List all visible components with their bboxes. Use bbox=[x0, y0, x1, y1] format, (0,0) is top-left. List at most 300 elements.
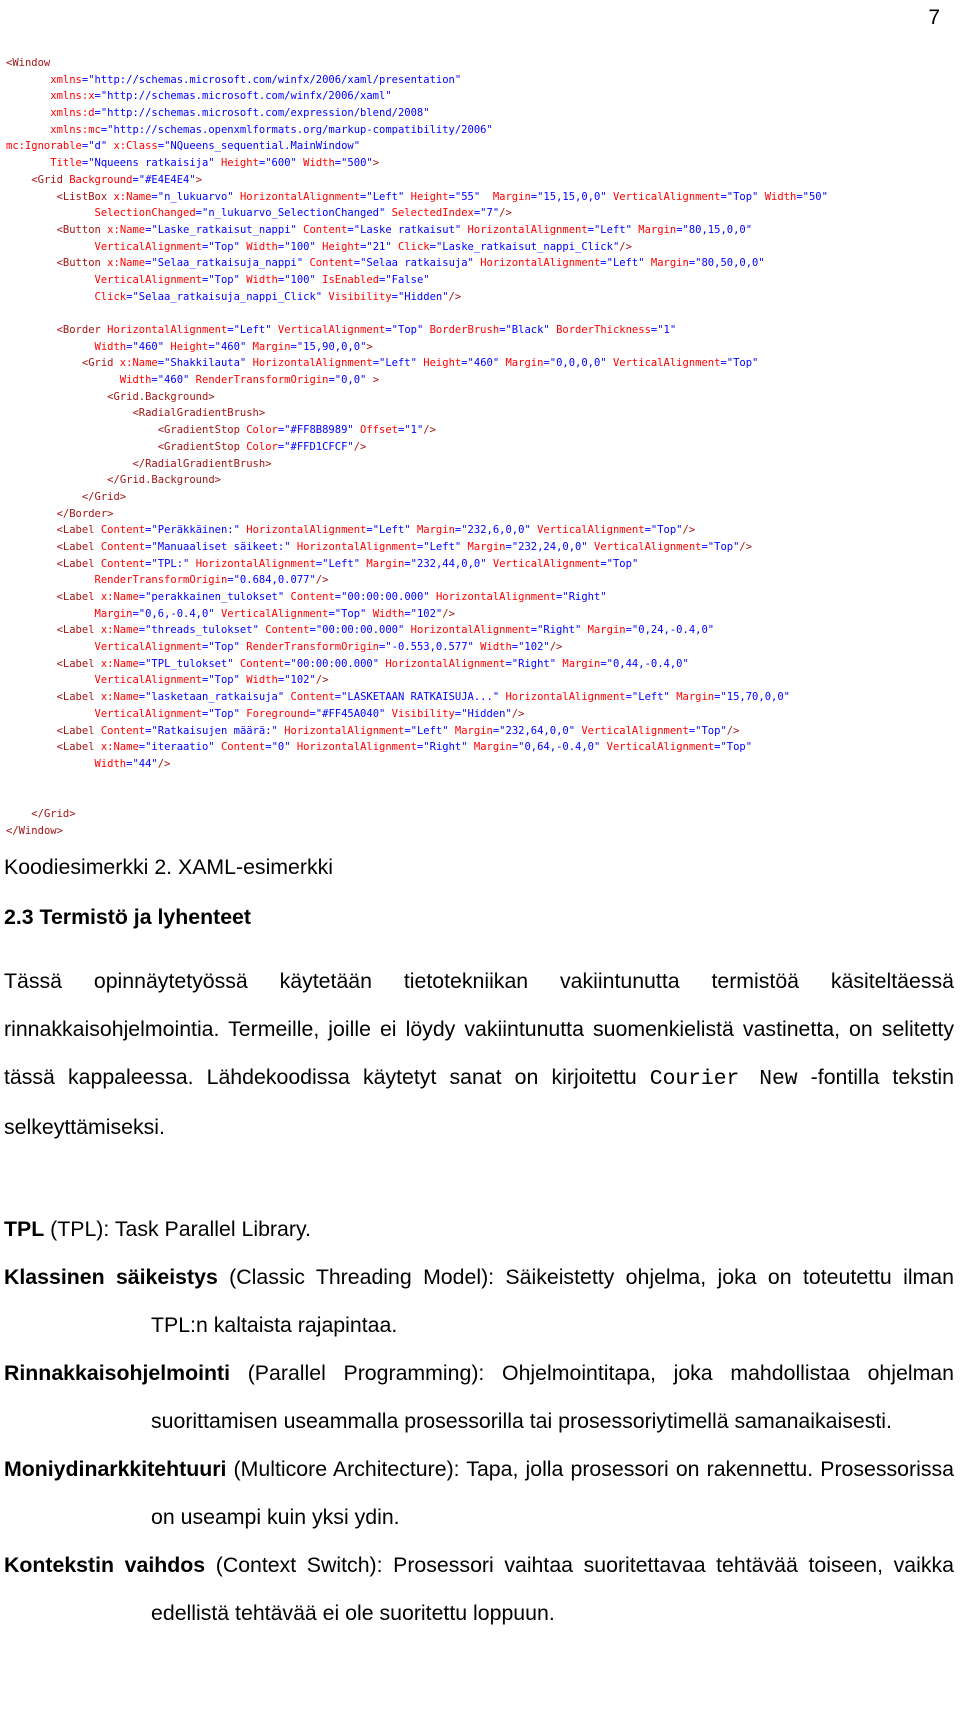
code-token: "#FF45A040" bbox=[315, 707, 392, 720]
code-token: "50" bbox=[802, 190, 828, 203]
code-token bbox=[6, 157, 50, 169]
code-token: VerticalAlignment bbox=[612, 190, 721, 203]
code-token: "Top" bbox=[208, 240, 247, 253]
code-token: "80,50,0,0" bbox=[695, 257, 765, 270]
code-token bbox=[6, 725, 57, 737]
code-token: = bbox=[714, 741, 721, 754]
term-item bbox=[4, 1541, 954, 1637]
code-line bbox=[6, 522, 951, 539]
code-token: = bbox=[404, 724, 411, 737]
code-token: = bbox=[448, 190, 455, 203]
code-token: Click bbox=[398, 240, 430, 253]
code-token: = bbox=[157, 357, 165, 370]
code-token: Margin bbox=[676, 691, 715, 704]
code-token: HorizontalAlignment bbox=[252, 357, 373, 370]
code-token: Height bbox=[423, 357, 462, 370]
code-token: = bbox=[81, 157, 89, 170]
code-token: = bbox=[461, 357, 468, 370]
term-item bbox=[4, 1445, 954, 1541]
code-token: /> bbox=[315, 574, 329, 587]
code-token bbox=[6, 257, 57, 269]
code-token: "Selaa ratkaisuja" bbox=[360, 257, 481, 270]
code-token bbox=[6, 241, 95, 253]
code-token: Width bbox=[94, 757, 127, 770]
code-token: Margin bbox=[587, 624, 626, 637]
code-token: "Top" bbox=[606, 557, 639, 570]
code-token: = bbox=[473, 207, 481, 220]
code-token: HorizontalAlignment bbox=[467, 223, 588, 236]
code-token bbox=[6, 541, 57, 553]
code-token: SelectionChanged bbox=[94, 207, 196, 220]
code-line bbox=[6, 472, 951, 489]
code-token: "Laske_ratkaisut_nappi_Click" bbox=[435, 240, 620, 253]
code-token: "Top" bbox=[208, 674, 247, 687]
code-token: Color bbox=[246, 424, 278, 437]
term-definition: (Multicore Architecture): Tapa, jolla prosessori on rakennettu. Prosessorissa on useampi kuin yksi ydin. bbox=[151, 1457, 954, 1529]
code-token: x:Name bbox=[100, 624, 139, 637]
code-token: "Top" bbox=[707, 540, 740, 553]
code-line bbox=[6, 756, 951, 773]
code-line bbox=[6, 389, 951, 406]
code-token: Width bbox=[246, 674, 278, 687]
code-token: "-0.553,0.577" bbox=[385, 641, 481, 654]
code-token: VerticalAlignment bbox=[492, 557, 601, 570]
code-token: VerticalAlignment bbox=[594, 540, 702, 553]
code-token: x:Name bbox=[107, 223, 146, 236]
code-token: Margin bbox=[473, 741, 512, 754]
code-token bbox=[6, 474, 107, 486]
code-line bbox=[6, 672, 951, 689]
code-token: < bbox=[56, 741, 63, 754]
code-token: > bbox=[208, 390, 215, 403]
code-token: = bbox=[366, 524, 373, 537]
code-token: "Left" bbox=[631, 691, 677, 704]
code-token: x:Name bbox=[107, 257, 146, 270]
code-token: = bbox=[132, 173, 139, 186]
code-token: HorizontalAlignment bbox=[435, 591, 557, 603]
code-token: Width bbox=[303, 157, 335, 170]
code-token: = bbox=[416, 741, 424, 754]
code-token bbox=[6, 174, 31, 186]
section-heading: 2.3 Termistö ja lyhenteet bbox=[4, 905, 251, 929]
term-item bbox=[4, 1205, 954, 1253]
code-token: Label bbox=[62, 741, 101, 754]
code-token: Content bbox=[265, 624, 310, 637]
code-token: Button bbox=[62, 223, 108, 236]
code-token: /> bbox=[739, 540, 753, 553]
code-token: "0,24,-0.4,0" bbox=[631, 624, 715, 637]
code-token: < bbox=[56, 724, 63, 737]
code-line bbox=[6, 806, 951, 823]
code-token: = bbox=[587, 223, 594, 236]
code-token bbox=[6, 641, 95, 653]
code-token: "102" bbox=[284, 674, 316, 687]
code-token: Button bbox=[62, 257, 108, 270]
code-token: "Peräkkäinen:" bbox=[151, 524, 247, 537]
code-token: "Left" bbox=[606, 257, 651, 270]
code-token: Margin bbox=[252, 340, 291, 353]
code-token bbox=[6, 207, 95, 219]
intro-text-start: Tässä opinnäytetyössä käytetään tietotekniikan vakiintunutta termistöä käsiteltäessä rinnakkaisohjelmointia. Termeille, joille ei löydy vakiintunutta suomenkielistä vastinetta, on selitetty tässä kappaleessa. Lähdekoodissa käytetyt sanat on kirjoitettu bbox=[4, 969, 954, 1089]
code-token: = bbox=[201, 641, 209, 654]
code-token: "lasketaan_ratkaisuja" bbox=[145, 691, 291, 704]
code-token: Content bbox=[290, 691, 335, 704]
code-line bbox=[6, 539, 951, 556]
code-token: "False" bbox=[385, 273, 430, 286]
term-name: Rinnakkaisohjelmointi bbox=[4, 1361, 231, 1385]
code-token: > bbox=[195, 173, 203, 186]
code-token: = bbox=[265, 741, 272, 754]
code-token: Color bbox=[246, 440, 278, 453]
code-token: > bbox=[372, 157, 380, 170]
code-token: Width bbox=[246, 273, 278, 286]
code-token: = bbox=[208, 340, 215, 353]
code-token: "1" bbox=[657, 324, 677, 336]
code-token: = bbox=[145, 223, 152, 236]
code-line bbox=[6, 706, 951, 723]
code-token: GradientStop bbox=[164, 440, 247, 453]
code-token: = bbox=[511, 641, 519, 654]
code-line bbox=[6, 556, 951, 573]
code-token: x:Name bbox=[100, 657, 139, 670]
code-token: = bbox=[505, 657, 512, 670]
code-token: = bbox=[347, 223, 354, 236]
code-token: = bbox=[701, 540, 708, 553]
code-token: "Left" bbox=[322, 557, 367, 570]
code-token: "Top" bbox=[208, 273, 247, 286]
code-token: = bbox=[360, 240, 367, 253]
code-token: = bbox=[454, 707, 462, 720]
code-token: < bbox=[56, 540, 63, 553]
term-item bbox=[4, 1253, 954, 1349]
code-token: = bbox=[81, 73, 89, 86]
code-token: = bbox=[277, 674, 285, 687]
code-token: "n_lukuarvo_SelectionChanged" bbox=[202, 207, 392, 220]
code-token: = bbox=[334, 157, 342, 170]
code-token: "d" bbox=[88, 140, 114, 153]
code-token bbox=[6, 107, 50, 119]
code-token: "Right" bbox=[511, 657, 563, 670]
code-token: Width bbox=[119, 374, 152, 387]
code-token: x:Name bbox=[119, 357, 158, 370]
code-token: Border bbox=[62, 324, 108, 336]
code-token: = bbox=[714, 691, 721, 704]
code-token: "Right" bbox=[423, 741, 474, 754]
code-token: Margin bbox=[366, 557, 405, 570]
code-token: HorizontalAlignment bbox=[480, 257, 601, 270]
code-token: Width bbox=[94, 340, 127, 353]
code-token: "500" bbox=[341, 157, 373, 170]
code-token: = bbox=[138, 691, 146, 704]
code-token: = bbox=[258, 157, 266, 170]
intro-mono-text: Courier New bbox=[649, 1067, 798, 1091]
code-token bbox=[6, 191, 57, 203]
code-token: = bbox=[126, 757, 133, 770]
code-token: "460" bbox=[214, 340, 253, 353]
code-token: = bbox=[328, 374, 335, 387]
code-token: Margin bbox=[467, 540, 506, 553]
code-token bbox=[6, 708, 95, 720]
code-token: = bbox=[328, 607, 335, 620]
code-token: "0,0,0,0" bbox=[549, 357, 613, 370]
code-token: "Ratkaisujen määrä:" bbox=[151, 724, 285, 737]
code-token: = bbox=[600, 257, 607, 270]
code-token: "232,64,0,0" bbox=[499, 724, 582, 737]
code-token bbox=[6, 508, 57, 520]
code-token: Window bbox=[18, 824, 57, 837]
code-token: "460" bbox=[467, 357, 506, 370]
code-line bbox=[6, 606, 951, 623]
code-token: = bbox=[600, 657, 607, 670]
code-line bbox=[6, 122, 951, 139]
code-token bbox=[6, 491, 82, 503]
code-token: "http://schemas.microsoft.com/expression/blend/2008" bbox=[100, 107, 430, 120]
code-token: /> bbox=[353, 440, 367, 453]
code-token: Grid bbox=[37, 173, 70, 186]
code-token: "Top" bbox=[208, 641, 247, 654]
code-line bbox=[6, 622, 951, 639]
code-token bbox=[6, 224, 57, 236]
code-token: = bbox=[100, 123, 108, 136]
code-token: > bbox=[56, 824, 63, 837]
code-token: Content bbox=[303, 223, 348, 236]
code-token: "Manuaaliset säikeet:" bbox=[151, 540, 297, 553]
code-token: Label bbox=[62, 691, 101, 704]
code-line bbox=[6, 239, 951, 256]
code-token: = bbox=[625, 624, 632, 637]
code-token: /> bbox=[511, 707, 525, 720]
code-token: </ bbox=[56, 507, 70, 520]
code-token: "Laske_ratkaisut_nappi" bbox=[151, 223, 304, 236]
code-token: "Selaa_ratkaisuja_nappi_Click" bbox=[132, 290, 329, 303]
code-token: "460" bbox=[157, 374, 196, 387]
code-token: "Top" bbox=[391, 324, 430, 336]
code-token: /> bbox=[682, 524, 696, 537]
code-token bbox=[6, 624, 57, 636]
code-token: "102" bbox=[518, 641, 550, 654]
code-token: = bbox=[201, 674, 209, 687]
code-token: = bbox=[138, 741, 146, 754]
code-token: "threads_tulokset" bbox=[145, 624, 266, 637]
term-name: Klassinen säikeistys bbox=[4, 1265, 218, 1289]
code-token: = bbox=[543, 357, 550, 370]
code-token: Margin bbox=[562, 657, 601, 670]
code-token: Height bbox=[322, 240, 361, 253]
code-line bbox=[6, 155, 951, 172]
code-token: "perakkainen_tulokset" bbox=[145, 591, 291, 603]
code-token: = bbox=[720, 357, 727, 370]
code-caption: Koodiesimerkki 2. XAML-esimerkki bbox=[4, 855, 334, 879]
code-token: "Left" bbox=[379, 357, 424, 370]
term-item bbox=[4, 1349, 954, 1445]
code-token: < bbox=[157, 424, 165, 437]
code-token: Width bbox=[372, 607, 405, 620]
code-token: Margin bbox=[416, 524, 455, 537]
code-line bbox=[6, 372, 951, 389]
code-token: HorizontalAlignment bbox=[385, 657, 506, 670]
page-number: 7 bbox=[928, 6, 940, 29]
code-token: Margin bbox=[492, 190, 531, 203]
code-token: "NQueens_sequential.MainWindow" bbox=[164, 140, 361, 153]
code-token bbox=[6, 341, 95, 353]
code-token: BorderBrush bbox=[429, 324, 500, 336]
code-token: "00:00:00.000" bbox=[290, 657, 386, 670]
code-token: "80,15,0,0" bbox=[682, 223, 753, 236]
code-token: "Top" bbox=[650, 524, 683, 537]
code-token: HorizontalAlignment bbox=[505, 691, 626, 704]
code-token: Height bbox=[170, 340, 209, 353]
code-token: = bbox=[126, 290, 133, 303]
code-token: RenderTransformOrigin bbox=[94, 574, 228, 587]
code-token: VerticalAlignment bbox=[581, 724, 689, 737]
code-token: "460" bbox=[132, 340, 171, 353]
code-token: "100" bbox=[284, 273, 323, 286]
code-token: > bbox=[214, 474, 221, 487]
code-token: = bbox=[145, 724, 152, 737]
code-token: > bbox=[258, 407, 266, 420]
code-token bbox=[6, 591, 57, 603]
code-token: "0,44,-0.4,0" bbox=[606, 657, 689, 670]
term-definition: (TPL): Task Parallel Library. bbox=[44, 1217, 311, 1241]
code-line bbox=[6, 506, 951, 523]
code-token: = bbox=[796, 190, 803, 203]
code-token bbox=[6, 441, 158, 453]
code-token: = bbox=[492, 724, 500, 737]
code-token: Label bbox=[62, 591, 101, 603]
code-token: VerticalAlignment bbox=[220, 607, 329, 620]
code-token: = bbox=[201, 707, 209, 720]
code-token: "#FF8B8989" bbox=[284, 424, 361, 437]
code-token: "Top" bbox=[695, 724, 727, 737]
code-token bbox=[6, 74, 50, 86]
code-line bbox=[6, 689, 951, 706]
code-token: = bbox=[309, 624, 316, 637]
code-token: xmlns bbox=[50, 73, 82, 86]
code-token: "Nqueens ratkaisija" bbox=[88, 157, 221, 170]
code-token: "0.684,0.077" bbox=[233, 574, 316, 587]
code-token: SelectedIndex bbox=[391, 207, 474, 220]
code-token: "0,0" bbox=[334, 374, 373, 387]
code-token: BorderThickness bbox=[556, 324, 651, 336]
code-token: Visibility bbox=[391, 707, 455, 720]
code-token: xmlns:d bbox=[50, 107, 95, 120]
code-line bbox=[6, 773, 951, 790]
xaml-code-listing bbox=[6, 55, 951, 839]
code-token: "Laske ratkaisut" bbox=[353, 223, 468, 236]
code-token bbox=[6, 758, 95, 770]
code-token: </ bbox=[81, 490, 95, 503]
code-token: "http://schemas.microsoft.com/winfx/2006/xaml" bbox=[100, 90, 392, 103]
code-token: > bbox=[119, 490, 127, 503]
code-token: HorizontalAlignment bbox=[284, 724, 405, 737]
code-token: Margin bbox=[638, 223, 677, 236]
code-line bbox=[6, 255, 951, 272]
code-token: /> bbox=[423, 424, 436, 437]
code-token: = bbox=[277, 273, 285, 286]
code-token: Width bbox=[246, 240, 278, 253]
code-token: VerticalAlignment bbox=[612, 357, 721, 370]
code-token: Width bbox=[764, 190, 797, 203]
code-token bbox=[6, 691, 57, 703]
code-token: VerticalAlignment bbox=[537, 524, 645, 537]
code-token: Foreground bbox=[246, 707, 310, 720]
code-token: = bbox=[379, 273, 386, 286]
code-token: HorizontalAlignment bbox=[410, 624, 531, 637]
code-token: "Left" bbox=[593, 223, 639, 236]
code-token: Grid.Background bbox=[119, 474, 215, 487]
code-token: = bbox=[404, 557, 411, 570]
code-token: "Black" bbox=[505, 324, 557, 336]
code-token: "0,6,-0.4,0" bbox=[138, 607, 221, 620]
code-line bbox=[6, 723, 951, 740]
code-token: </ bbox=[6, 824, 19, 837]
code-token: RadialGradientBrush bbox=[145, 457, 266, 470]
code-token: Grid bbox=[43, 807, 70, 820]
code-token: = bbox=[145, 557, 152, 570]
term-name: Kontekstin vaihdos bbox=[4, 1553, 206, 1577]
code-token: = bbox=[315, 557, 323, 570]
code-line bbox=[6, 322, 951, 339]
code-token: "TPL:" bbox=[151, 557, 196, 570]
code-token: < bbox=[56, 190, 63, 203]
code-token: = bbox=[404, 607, 411, 620]
code-token: = bbox=[145, 540, 152, 553]
code-token: VerticalAlignment bbox=[94, 707, 202, 720]
code-token: < bbox=[56, 524, 63, 537]
code-token: < bbox=[157, 440, 165, 453]
code-token bbox=[6, 374, 120, 386]
code-token: Content bbox=[100, 540, 146, 553]
code-token: </ bbox=[31, 807, 44, 820]
code-token: = bbox=[720, 190, 727, 203]
code-token: Grid bbox=[94, 490, 120, 503]
code-token: "0,64,-0.4,0" bbox=[518, 741, 607, 754]
code-token: "n_lukuarvo" bbox=[157, 190, 240, 203]
code-token: "Right" bbox=[562, 591, 607, 603]
code-token: = bbox=[151, 374, 158, 387]
code-token: "7" bbox=[480, 207, 500, 220]
code-token: HorizontalAlignment bbox=[107, 324, 228, 336]
code-token: Visibility bbox=[328, 290, 392, 303]
code-token: Margin bbox=[94, 607, 133, 620]
code-token: VerticalAlignment bbox=[277, 324, 386, 336]
code-token: x:Name bbox=[113, 190, 152, 203]
code-token: < bbox=[107, 390, 114, 403]
code-token bbox=[6, 808, 31, 820]
code-token: = bbox=[151, 190, 158, 203]
code-token bbox=[6, 90, 50, 102]
code-token: "21" bbox=[366, 240, 398, 253]
code-token: < bbox=[56, 657, 63, 670]
code-token: Margin bbox=[505, 357, 544, 370]
code-token: </ bbox=[107, 474, 120, 487]
term-name: TPL bbox=[4, 1217, 45, 1241]
code-token: < bbox=[56, 624, 63, 637]
code-token: < bbox=[6, 57, 13, 69]
code-line bbox=[6, 339, 951, 356]
code-line bbox=[6, 456, 951, 473]
code-token: "Top" bbox=[208, 707, 247, 720]
code-token: HorizontalAlignment bbox=[195, 557, 316, 570]
code-token: RenderTransformOrigin bbox=[246, 641, 380, 654]
code-token bbox=[6, 291, 95, 303]
code-token: = bbox=[145, 257, 152, 270]
code-token: "Selaa_ratkaisuja_nappi" bbox=[151, 257, 310, 270]
code-token: = bbox=[334, 691, 342, 704]
code-line bbox=[6, 489, 951, 506]
code-token bbox=[6, 741, 57, 753]
code-token: /> bbox=[442, 607, 455, 620]
